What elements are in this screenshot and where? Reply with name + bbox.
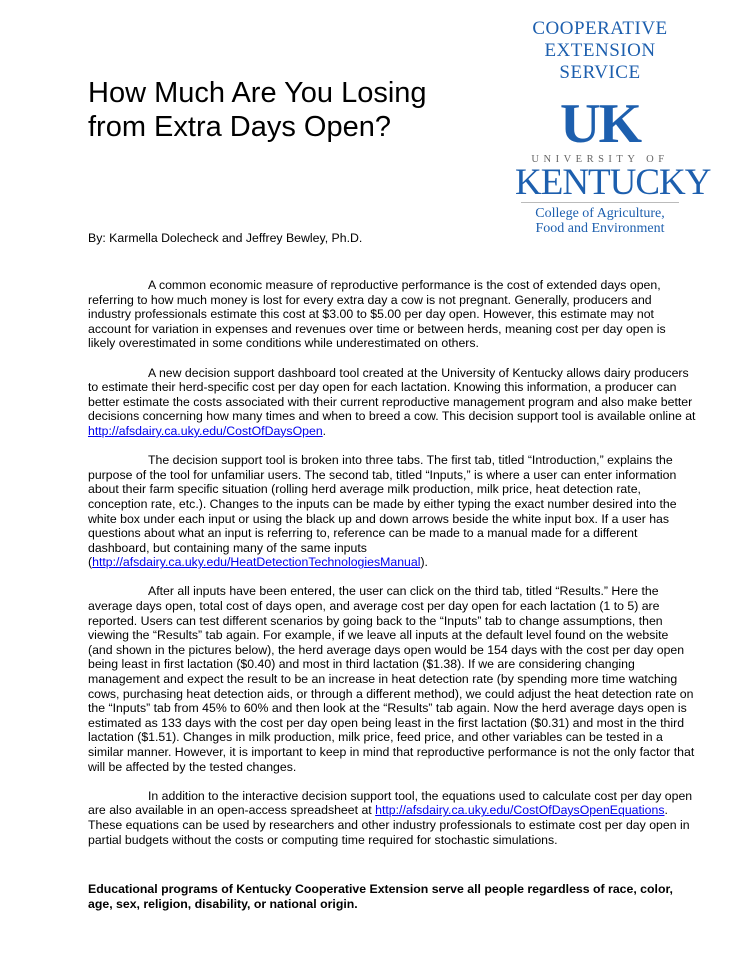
logo-college: College of Agriculture,	[535, 206, 665, 221]
paragraph-text: .	[322, 423, 327, 438]
logo-line: COOPERATIVE	[532, 18, 668, 39]
uk-cooperative-extension-logo	[515, 18, 711, 236]
footer-disclaimer: Educational programs of Kentucky Cooperative Extension serve all people regardless of race, color, age, sex, religion, disability, or national origin.	[88, 882, 673, 911]
logo-line: SERVICE	[559, 62, 641, 83]
paragraph-text: In addition to the interactive decision support tool, the equations used to calculate cost per day open are also available in an open-access spreadsheet at	[88, 788, 693, 818]
equations-spreadsheet-link[interactable]: http://afsdairy.ca.uky.edu/CostOfDaysOpenEquations	[375, 803, 665, 818]
cost-of-days-open-link[interactable]: http://afsdairy.ca.uky.edu/CostOfDaysOpen	[88, 423, 323, 438]
paragraph	[88, 453, 696, 570]
logo-line: EXTENSION	[544, 40, 656, 61]
heat-detection-manual-link[interactable]: http://afsdairy.ca.uky.edu/HeatDetectionTechnologiesManual	[92, 555, 421, 570]
logo-university-of: UNIVERSITY OF	[531, 154, 669, 165]
paragraph	[88, 789, 696, 847]
logo-kentucky: KENTUCKY	[515, 162, 711, 203]
paragraph: After all inputs have been entered, the user can click on the third tab, titled “Results.” Here the average days open, total cost of days open, and average cost per day open for each lactation (1 to 5) are reported. Users can test different scenarios by going back to the “Inputs” tab to change assumptions, then viewing the “Results” tab again. For example, if we leave all inputs at the default level found on the website (and shown in the pictures below), the herd average days open would be 154 days with the cost per day open being least in first lactation ($0.40) and most in third lactation ($1.38). If we are considering changing management and expect the result to be an increase in heat detection rate (by spending more time watching cows, purchasing heat detection aids, or through a different method), we could adjust the heat detection rate on the “Inputs” tab from 45% to 60% and then look at the “Results” tab again. Now the herd average days open is estimated as 133 days with the cost per day open being least in the first lactation ($0.31) and most in the third lactation ($1.51). Changes in milk production, milk price, feed price, and other variables can be tested in a similar manner. However, it is important to keep in mind that reproductive performance is not the only factor that will be affected by the tested changes.	[88, 584, 695, 774]
logo-uk: UK	[560, 93, 640, 155]
paragraph-text: . These equations can be used by researchers and other industry professionals to estimate cost per day open in partial budgets without the costs or computing time required for stochastic simulations.	[88, 803, 690, 847]
paragraph-text: The decision support tool is broken into three tabs. The first tab, titled “Introduction,” explains the purpose of the tool for unfamiliar users. The second tab, titled “Inputs,” is where a user can enter information about their farm specific situation (rolling herd average milk production, milk price, heat detection rate, conception rate, etc.). Changes to the inputs can be made by either typing the exact number desired into the white box under each input or using the black up and down arrows beside the white input box. If a user has questions about what an input is referring to, reference can be made to a manual made for a different dashboard, but containing many of the same inputs (	[88, 453, 677, 570]
paragraph: A common economic measure of reproductive performance is the cost of extended days open, referring to how much money is lost for every extra day a cow is not pregnant. Generally, producers and industry professionals estimate this cost at $3.00 to $5.00 per day open. However, this estimate may not account for variation in expenses and revenues over time or between herds, meaning cost per day open is likely overestimated in some conditions while underestimated on others.	[88, 278, 666, 351]
page-title: How Much Are You Losing from Extra Days Open?	[88, 77, 427, 143]
paragraph-text: ).	[420, 555, 428, 570]
byline: By: Karmella Dolecheck and Jeffrey Bewley, Ph.D.	[88, 231, 363, 245]
article-body	[88, 278, 696, 862]
paragraph-text: A new decision support dashboard tool created at the University of Kentucky allows dairy producers to estimate their herd-specific cost per day open for each lactation. Knowing this information, a producer can better estimate the costs associated with their current reproductive management program and also make better decisions concerning how many times and when to breed a cow. This decision support tool is available online at	[88, 365, 696, 424]
logo-college: Food and Environment	[535, 221, 665, 236]
paragraph	[88, 366, 696, 439]
